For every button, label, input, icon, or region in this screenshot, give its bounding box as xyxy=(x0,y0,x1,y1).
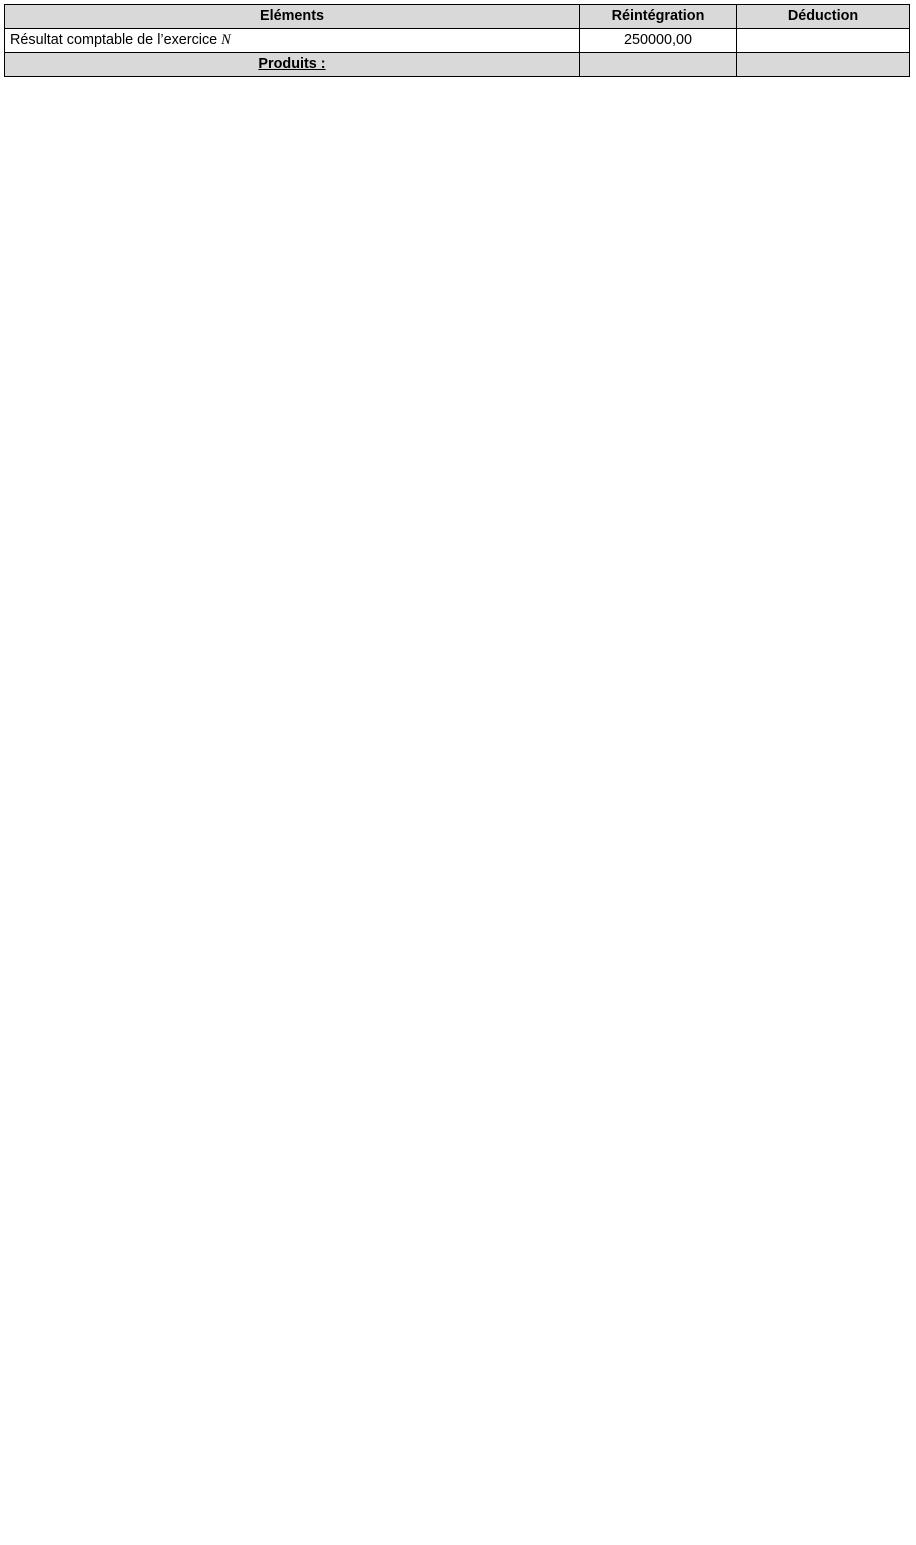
exercise-n: N xyxy=(221,32,231,48)
header-reintegration: Réintégration xyxy=(580,5,737,29)
table-header-row xyxy=(5,5,910,29)
header-elements: Eléments xyxy=(5,5,580,29)
resultat-comptable-row xyxy=(5,29,910,53)
section-produits xyxy=(5,53,910,77)
resultat-comptable-label: Résultat comptable de l’exercice N xyxy=(5,29,580,53)
section-produits-title: Produits : xyxy=(5,53,580,77)
resultat-comptable-reintegration: 250000,00 xyxy=(580,29,737,53)
header-deduction: Déduction xyxy=(737,5,910,29)
resultat-comptable-deduction xyxy=(737,29,910,53)
tax-result-table xyxy=(4,4,910,77)
